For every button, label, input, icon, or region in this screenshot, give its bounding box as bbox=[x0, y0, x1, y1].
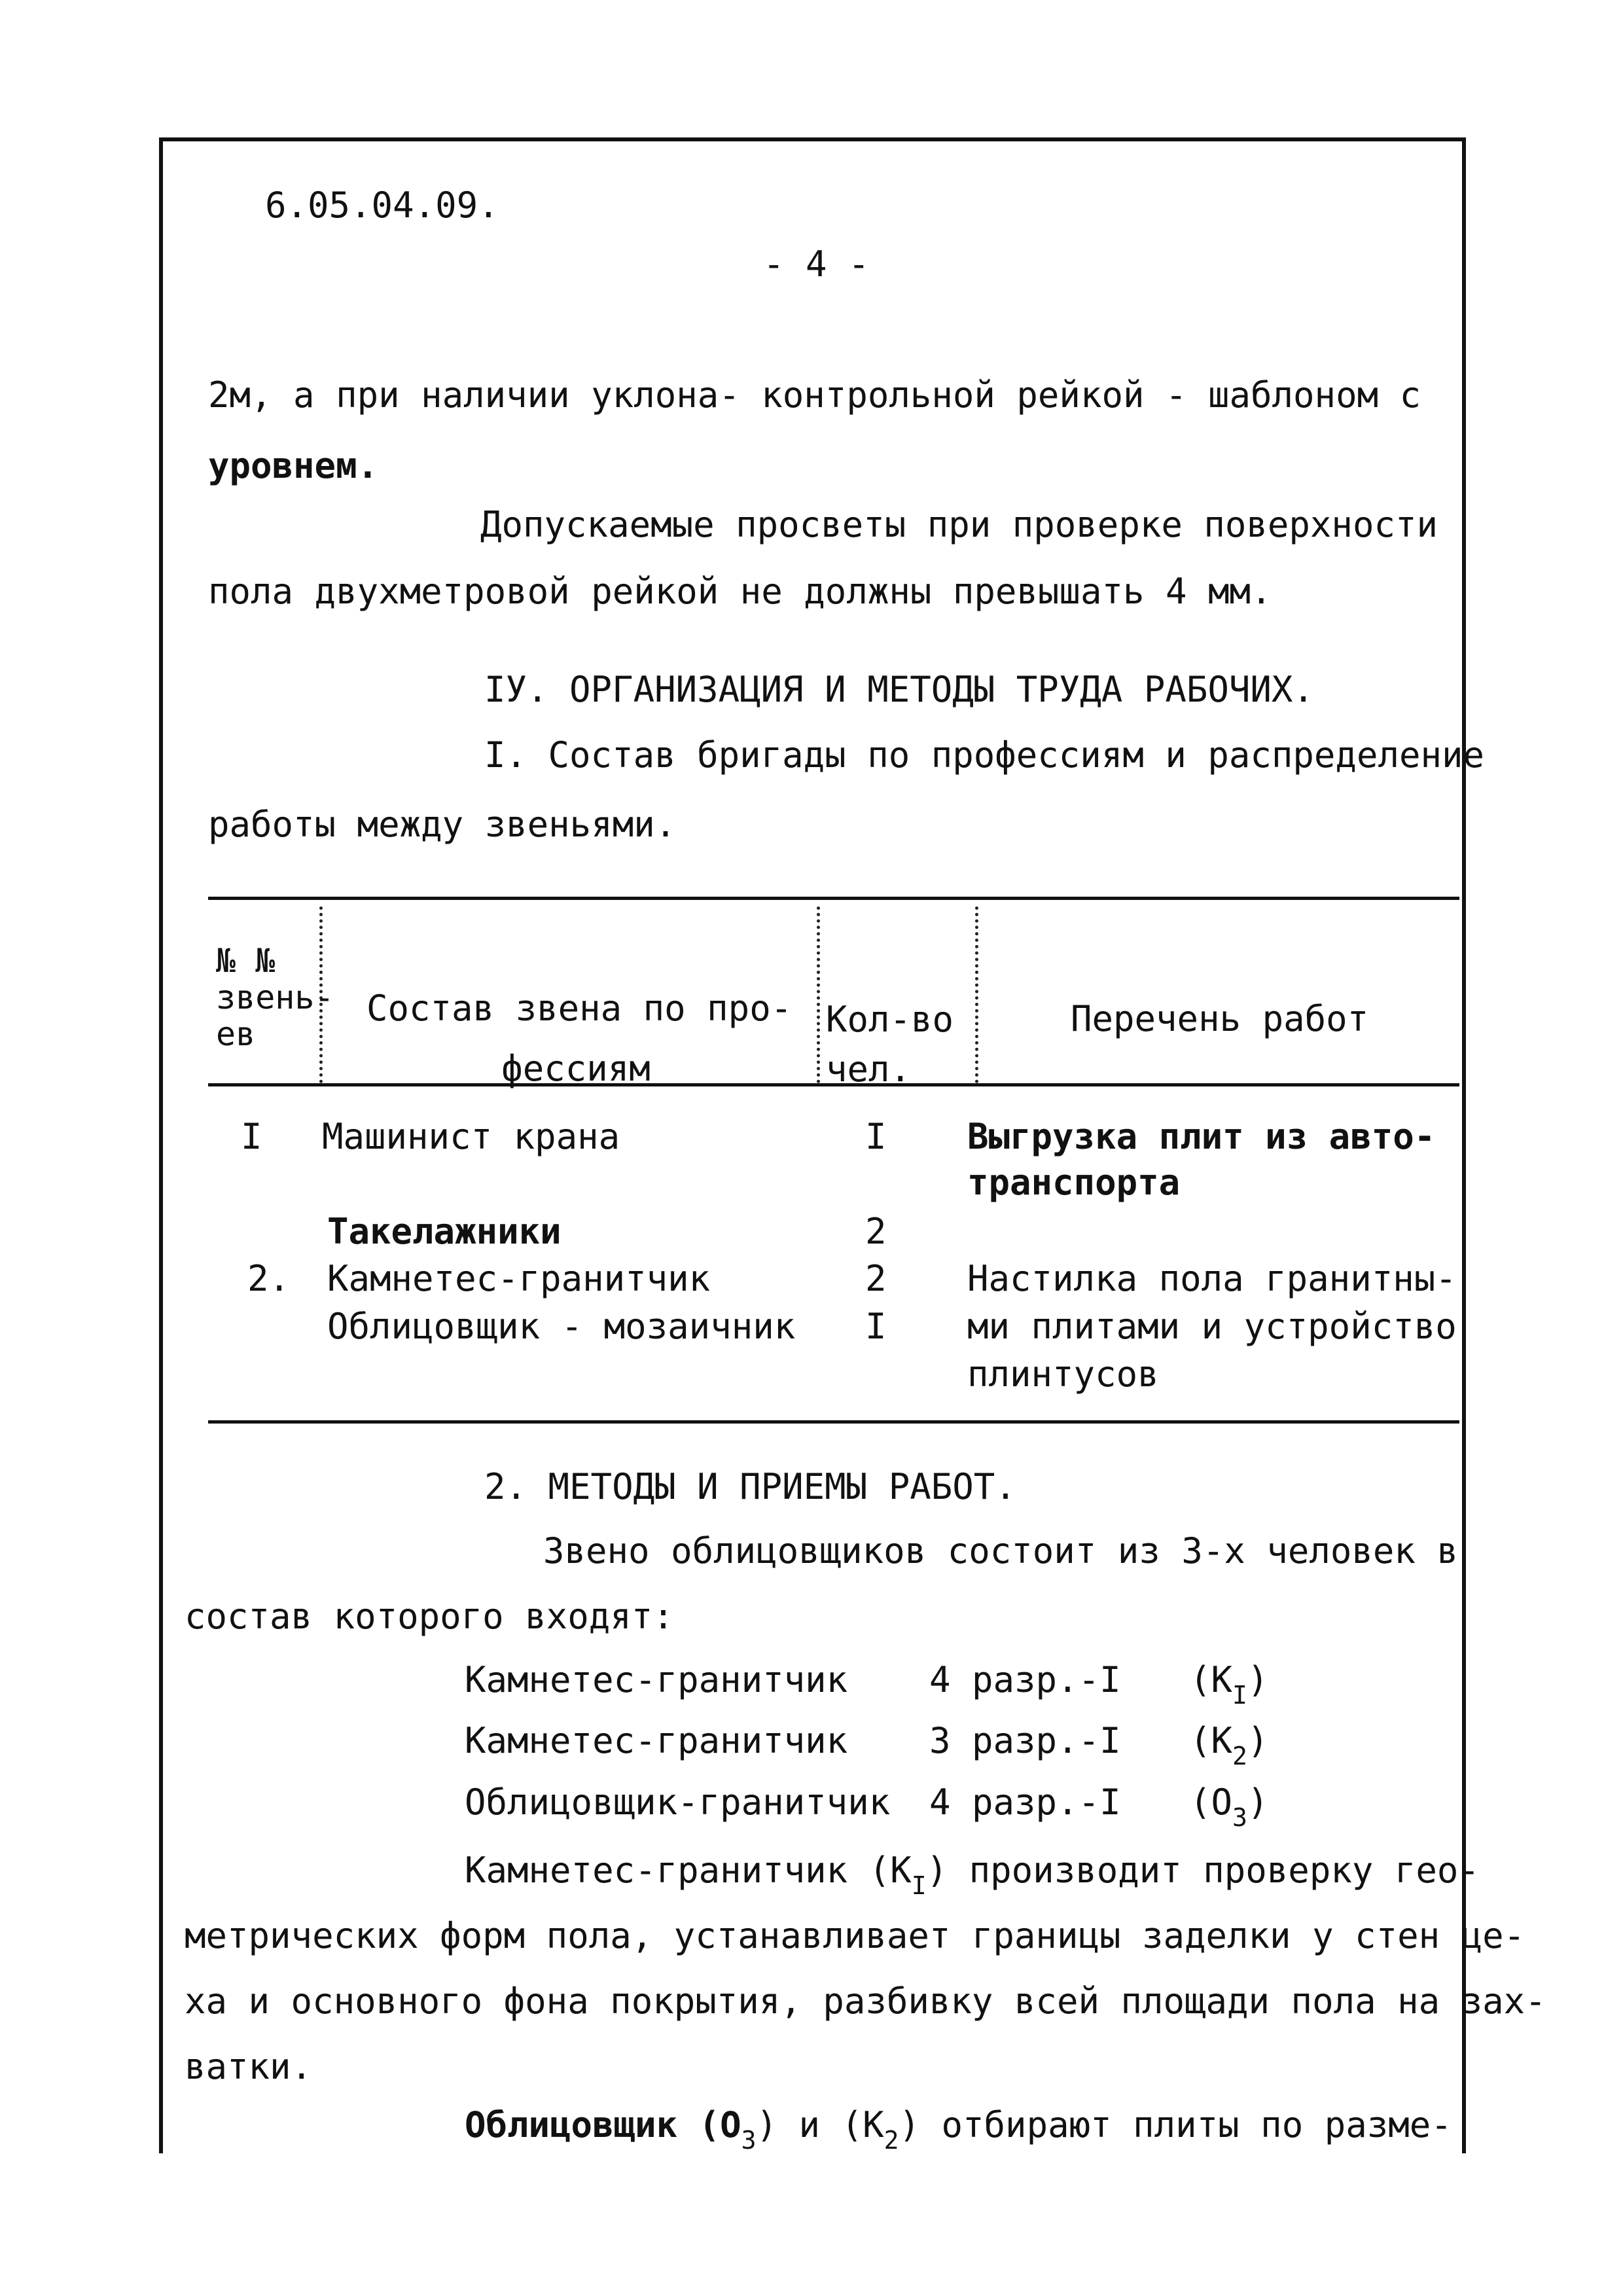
methods-para2-line-1 bbox=[465, 1850, 1480, 1900]
row-2-trade: Такелажники bbox=[327, 1211, 562, 1252]
member-2-code-end: ) bbox=[1247, 1720, 1269, 1761]
member-1-code-end: ) bbox=[1247, 1659, 1269, 1700]
para3-c: ) отбирают плиты по разме- bbox=[899, 2104, 1452, 2145]
member-3-code-sub: 3 bbox=[1232, 1803, 1247, 1832]
para3-a: Облицовщик (О bbox=[465, 2104, 741, 2145]
header-count-line-2: чел. bbox=[826, 1049, 912, 1090]
row-3-count: 2 bbox=[865, 1258, 887, 1299]
methods-title: 2. МЕТОДЫ И ПРИЕМЫ РАБОТ. bbox=[484, 1466, 1016, 1507]
header-num-line-2: звень- bbox=[216, 978, 334, 1016]
row-4-count: I bbox=[865, 1306, 887, 1347]
methods-para2-line-2: метрических форм пола, устанавливает границы заделки у стен це- bbox=[185, 1915, 1525, 1956]
member-2-grade: 3 разр.-I bbox=[929, 1720, 1121, 1761]
row-2-count: 2 bbox=[865, 1211, 887, 1252]
member-1-name: Камнетес-гранитчик bbox=[465, 1659, 848, 1700]
member-2-code-sub: 2 bbox=[1232, 1742, 1247, 1770]
header-trade-line-1: Состав звена по про- bbox=[366, 988, 793, 1029]
intro-line-2: уровнем. bbox=[208, 445, 379, 486]
page-frame-left bbox=[159, 137, 163, 2153]
methods-para3-line-1 bbox=[465, 2104, 1452, 2155]
intro-line-4: пола двухметровой рейкой не должны превышать 4 мм. bbox=[208, 571, 1272, 612]
member-3-code bbox=[1190, 1782, 1269, 1832]
table-bottom-rule bbox=[208, 1420, 1459, 1424]
row-1-work-line-2: транспорта bbox=[967, 1162, 1181, 1203]
row-3-num: 2. bbox=[247, 1258, 291, 1299]
member-2-code-main: (К bbox=[1190, 1720, 1233, 1761]
methods-para2-line-4: ватки. bbox=[185, 2046, 313, 2087]
member-3-grade: 4 разр.-I bbox=[929, 1782, 1121, 1823]
header-num-line-3: ев bbox=[216, 1015, 256, 1053]
row-3-work-line-3: плинтусов bbox=[967, 1354, 1159, 1395]
member-1-code bbox=[1190, 1659, 1269, 1710]
member-1-code-main: (К bbox=[1190, 1659, 1233, 1700]
column-divider bbox=[975, 906, 978, 1083]
para3-b: ) и (К bbox=[756, 2104, 884, 2145]
methods-para1-line-2: состав которого входят: bbox=[185, 1596, 674, 1637]
para2-line-1-sub: I bbox=[911, 1871, 927, 1900]
header-count bbox=[826, 995, 954, 1094]
page-frame-top bbox=[159, 137, 1466, 141]
section-title: IУ. ОРГАНИЗАЦИЯ И МЕТОДЫ ТРУДА РАБОЧИХ. bbox=[484, 669, 1314, 710]
para3-sub-2: 2 bbox=[883, 2126, 899, 2155]
header-trade bbox=[366, 978, 793, 1099]
header-num-line-1: № № bbox=[216, 942, 276, 980]
section-subtitle-line-2: работы между звеньями. bbox=[208, 804, 677, 845]
row-3-work-line-2: ми плитами и устройство bbox=[967, 1306, 1457, 1347]
member-2-name: Камнетес-гранитчик bbox=[465, 1720, 848, 1761]
member-3-code-main: (О bbox=[1190, 1782, 1233, 1823]
header-num bbox=[216, 942, 334, 1052]
para2-line-1-b: ) производит проверку гео- bbox=[926, 1850, 1480, 1891]
row-1-trade: Машинист крана bbox=[322, 1116, 620, 1157]
row-1-count: I bbox=[865, 1116, 887, 1157]
row-4-trade: Облицовщик - мозаичник bbox=[327, 1306, 796, 1347]
column-divider bbox=[817, 906, 820, 1083]
header-count-line-1: Кол-во bbox=[826, 999, 954, 1040]
row-1-work-line-1: Выгрузка плит из авто- bbox=[967, 1116, 1436, 1157]
row-3-work-line-1: Настилка пола гранитны- bbox=[967, 1258, 1457, 1299]
intro-line-3: Допускаемые просветы при проверке поверхности bbox=[480, 504, 1438, 545]
header-work: Перечень работ bbox=[1071, 998, 1369, 1039]
row-1-num: I bbox=[241, 1116, 262, 1157]
methods-para1-line-1: Звено облицовщиков состоит из 3-х человек в bbox=[543, 1530, 1458, 1571]
intro-line-1: 2м, а при наличии уклона- контрольной рейкой - шаблоном с bbox=[208, 374, 1421, 416]
table-top-rule bbox=[208, 897, 1459, 900]
para2-line-1-a: Камнетес-гранитчик (К bbox=[465, 1850, 912, 1891]
document-number: 6.05.04.09. bbox=[265, 185, 499, 226]
section-subtitle-line-1: I. Состав бригады по профессиям и распределение bbox=[484, 734, 1485, 776]
member-2-code bbox=[1190, 1720, 1269, 1770]
member-1-grade: 4 разр.-I bbox=[929, 1659, 1121, 1700]
header-trade-line-2: фессиям bbox=[501, 1048, 651, 1089]
member-3-code-end: ) bbox=[1247, 1782, 1269, 1823]
para3-sub-1: 3 bbox=[741, 2126, 757, 2155]
member-3-name: Облицовщик-гранитчик bbox=[465, 1782, 891, 1823]
member-1-code-sub: I bbox=[1232, 1681, 1247, 1710]
page-number: - 4 - bbox=[763, 243, 870, 285]
row-3-trade: Камнетес-гранитчик bbox=[327, 1258, 711, 1299]
methods-para2-line-3: ха и основного фона покрытия, разбивку всей площади пола на зах- bbox=[185, 1981, 1546, 2022]
